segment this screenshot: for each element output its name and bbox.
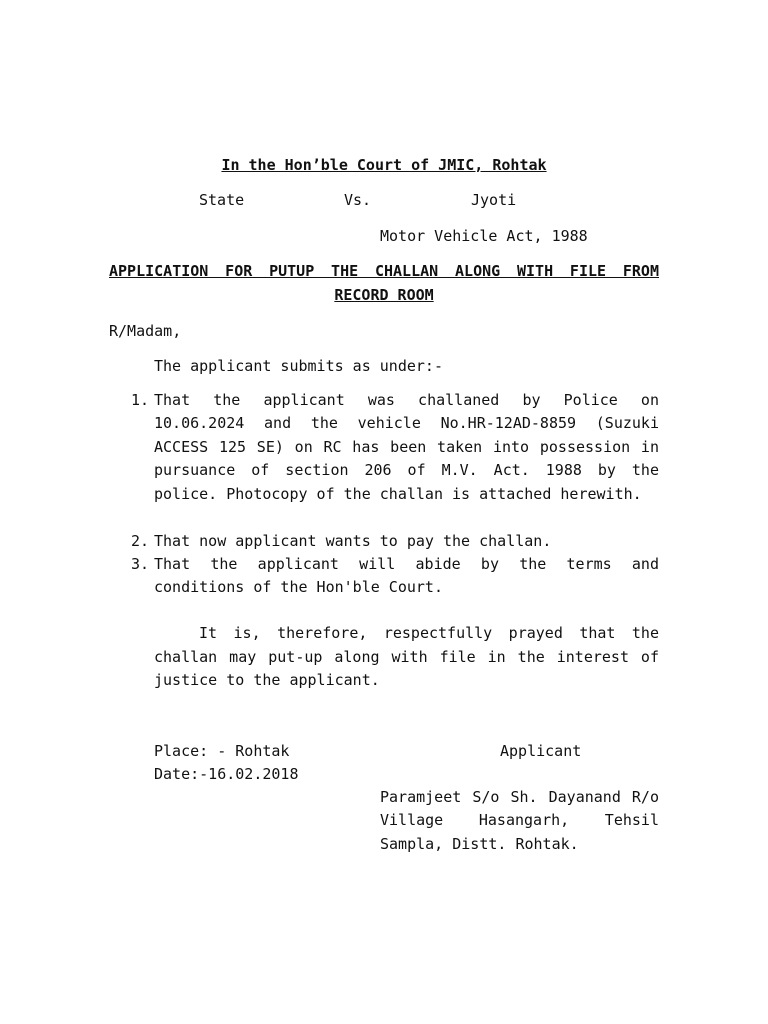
act-reference: Motor Vehicle Act, 1988 (380, 227, 588, 245)
party-versus: Vs. (344, 191, 372, 209)
salutation: R/Madam, (109, 322, 182, 340)
list-item (131, 389, 659, 529)
list-item-text: That the applicant will abide by the terms and conditions of the Hon'ble Court. (154, 555, 659, 597)
prayer-paragraph: It is, therefore, respectfully prayed that the challan may put-up along with file in the interest of justice to the applicant. (154, 624, 659, 689)
date-line: Date:-16.02.2018 (154, 765, 299, 783)
list-item-number: 3. (131, 555, 150, 573)
list-item (131, 530, 659, 553)
court-title: In the Hon’ble Court of JMIC, Rohtak (221, 156, 547, 174)
list-item-text: That the applicant was challaned by Police on 10.06.2024 and the vehicle No.HR-12AD-8859 (Suzuki ACCESS 125 SE) on RC has been taken into possession in pursuance of section 206 of M.V. Act. 1988 by the police. Photocopy of the challan is attached herewith. (154, 391, 659, 503)
place-line: Place: - Rohtak (154, 742, 290, 760)
list-item-number: 1. (131, 391, 150, 409)
applicant-details: Paramjeet S/o Sh. Dayanand R/o Village Hasangarh, Tehsil Sampla, Distt. Rohtak. (380, 788, 659, 853)
list-item-text: That now applicant wants to pay the challan. (154, 532, 552, 550)
party-defendant: Jyoti (471, 191, 517, 209)
application-title-line1: APPLICATION FOR PUTUP THE CHALLAN ALONG WITH FILE FROM (109, 262, 659, 280)
list-item (131, 553, 659, 600)
party-plaintiff: State (199, 191, 245, 209)
applicant-label: Applicant (500, 742, 582, 760)
list-item-number: 2. (131, 532, 150, 550)
intro-text: The applicant submits as under:- (154, 357, 443, 375)
application-title-line2: RECORD ROOM (334, 286, 434, 304)
